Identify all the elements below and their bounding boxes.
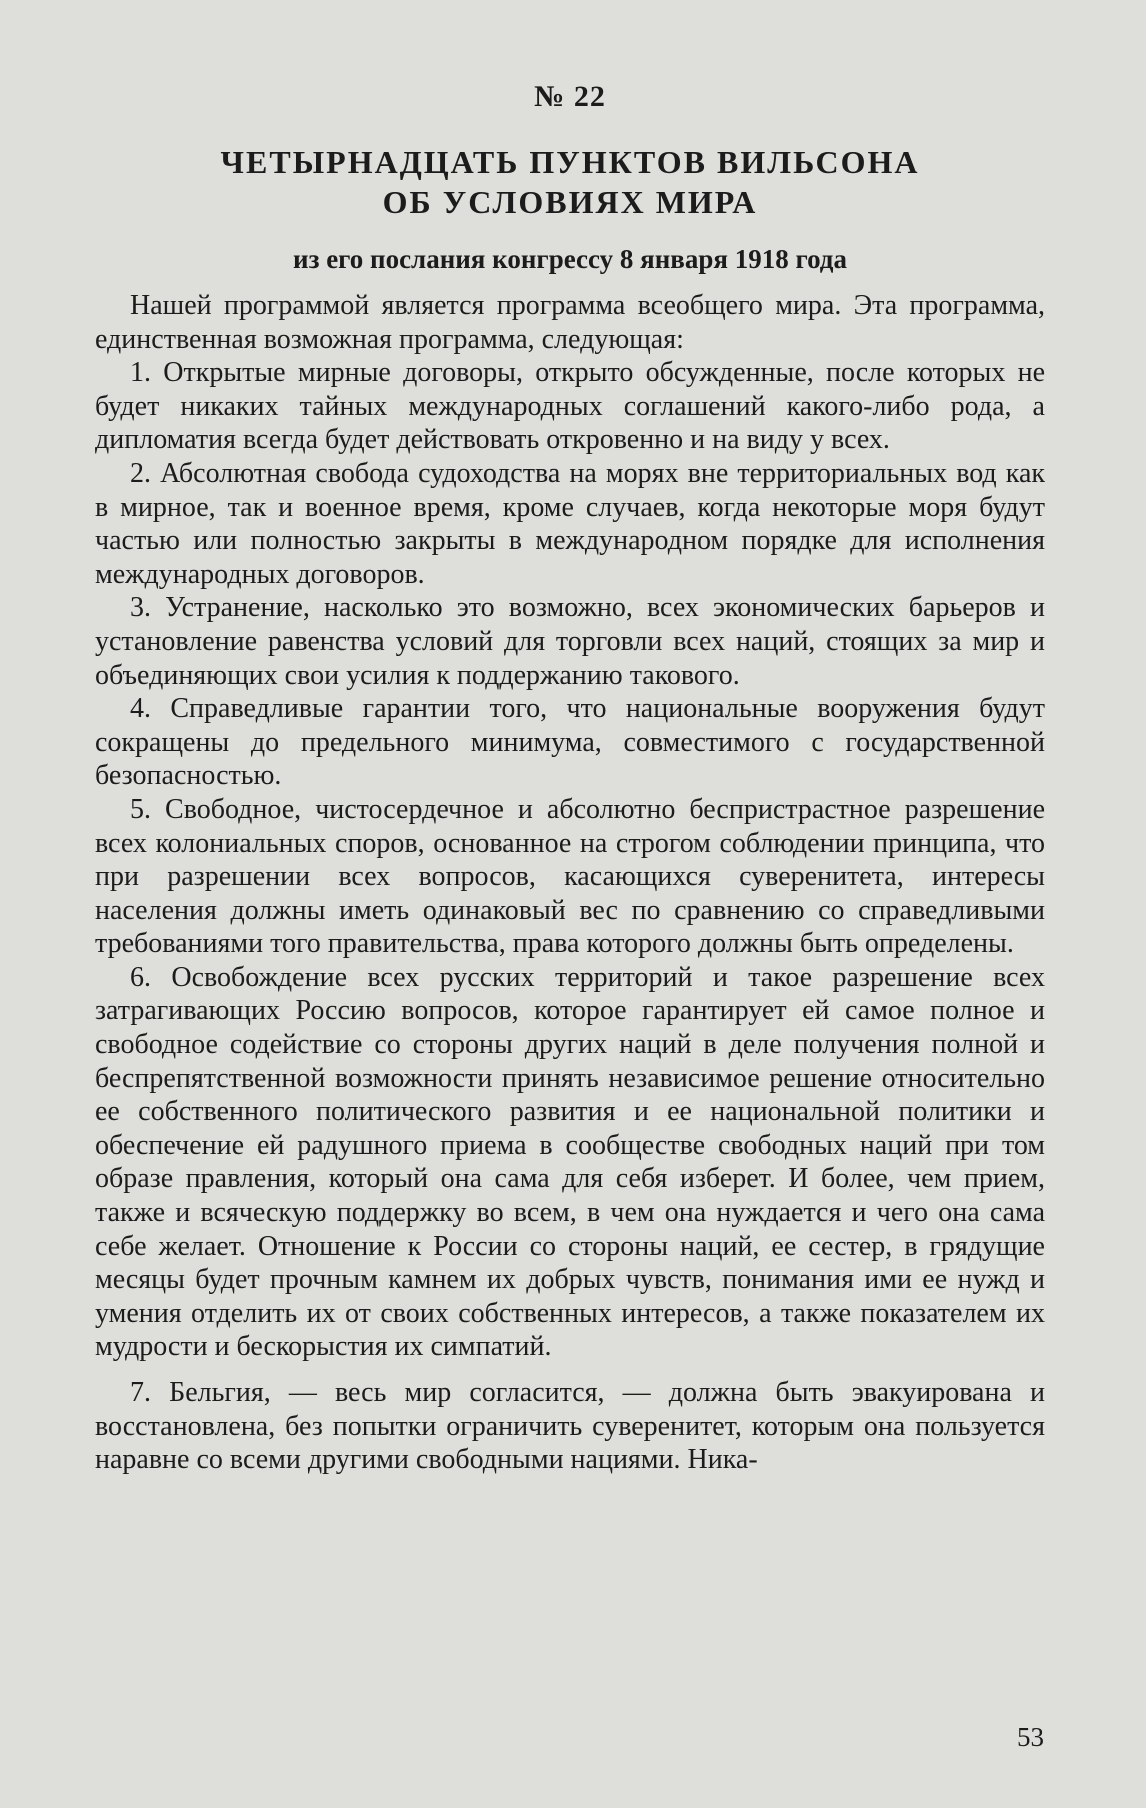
document-title-line-2: ОБ УСЛОВИЯХ МИРА: [382, 184, 758, 220]
paragraph-point-7: 7. Бельгия, — весь мир согласится, — должна быть эвакуирована и восстановлена, без попытки ограничить суверенитет, которым она пользуется наравне со всеми другими свободными нациями. Ника-: [95, 1377, 1045, 1476]
document-body: [95, 80, 1045, 1477]
paragraph-point-6: 6. Освобождение всех русских территорий и такое разрешение всех затрагивающих Россию вопросов, которое гарантирует ей самое полное и свободное содействие со стороны других наций в деле получения полной и беспрепятственной возможности принять независимое решение относительно ее собственного политического развития и ее национальной политики и обеспечение ей радушного приема в сообществе свободных наций при том образе правления, который она сама для себя изберет. И более, чем прием, также и всяческую поддержку во всем, в чем она нуждается и чего она сама себе желает. Отношение к России со стороны наций, ее сестер, в грядущие месяцы будет прочным камнем их добрых чувств, понимания ими ее нужд и умения отделить их от своих собственных интересов, а также показателем их мудрости и бескорыстия их симпатий.: [95, 961, 1045, 1363]
paragraph-point-3: 3. Устранение, насколько это возможно, всех экономических барьеров и установление равенства условий для торговли всех наций, стоящих за мир и объединяющих свои усилия к поддержанию такового.: [95, 592, 1045, 691]
paragraph-point-4: 4. Справедливые гарантии того, что национальные вооружения будут сокращены до предельного минимума, совместимого с государственной безопасностью.: [95, 693, 1045, 792]
paragraph-point-5: 5. Свободное, чистосердечное и абсолютно беспристрастное разрешение всех колониальных споров, основанное на строгом соблюдении принципа, что при разрешении всех вопросов, касающихся суверенитета, интересы населения должны иметь одинаковый вес по сравнению со справедливыми требованиями того правительства, права которого должны быть определены.: [95, 793, 1045, 960]
paragraph-point-2: 2. Абсолютная свобода судоходства на морях вне территориальных вод как в мирное, так и военное время, кроме случаев, когда некоторые моря будут частью или полностью закрыты в международном порядке для исполнения международных договоров.: [95, 457, 1045, 590]
page-number: 53: [1017, 1722, 1044, 1752]
document-title: [95, 142, 1045, 222]
paragraph-point-1: 1. Открытые мирные договоры, открыто обсужденные, после которых не будет никаких тайных международных соглашений какого-либо рода, а дипломатия всегда будет действовать откровенно и на виду у всех.: [95, 357, 1045, 456]
paragraph-intro: Нашей программой является программа всеобщего мира. Эта программа, единственная возможная программа, следующая:: [95, 290, 1045, 355]
document-number: № 22: [534, 80, 606, 113]
document-subtitle: из его послания конгрессу 8 января 1918 года: [293, 244, 847, 274]
document-title-line-1: ЧЕТЫРНАДЦАТЬ ПУНКТОВ ВИЛЬСОНА: [220, 144, 920, 180]
